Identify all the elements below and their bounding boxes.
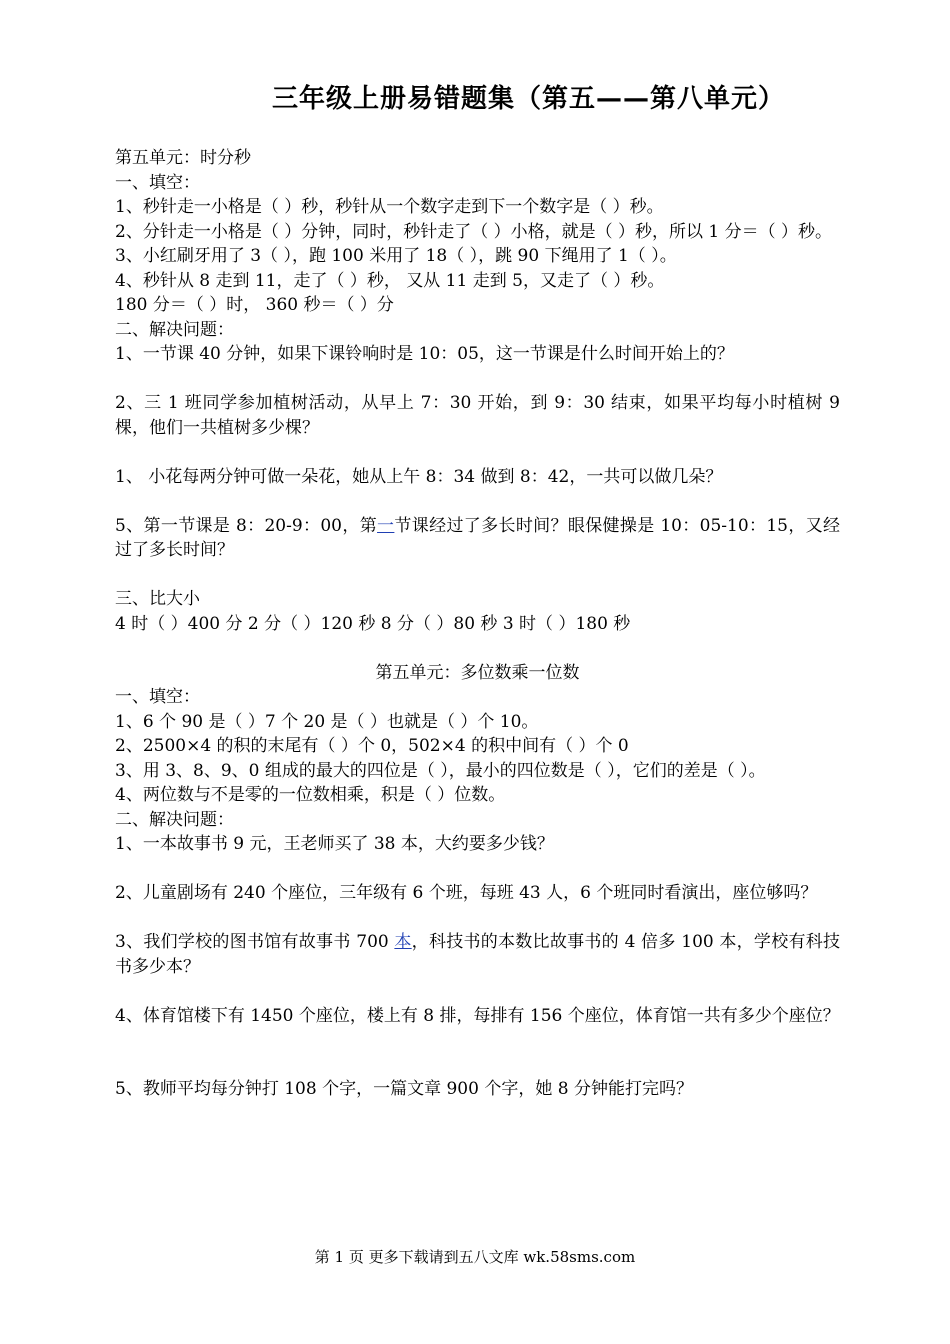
compare-row: 4 时（ ）400 分 2 分（ ）120 秒 8 分（ ）80 秒 3 时（ ）180 秒 <box>115 613 631 634</box>
question-text: 1、秒针走一小格是（ ）秒，秒针从一个数字走到下一个数字是（ ）秒。 <box>115 197 664 217</box>
problem-text: 1、 小花每两分钟可做一朵花，她从上午 8：34 做到 8：42，一共可以做几朵？ <box>115 466 723 487</box>
question-text: 1、6 个 90 是（ ）7 个 20 是（ ）也就是（ ）个 10。 <box>115 711 539 732</box>
subsection-label: 二、解决问题： <box>115 319 234 340</box>
question-text: 2、分针走一小格是（ ）分钟，同时，秒针走了（ ）小格，就是（ ）秒，所以 1 分＝（ ）秒。 <box>115 221 833 242</box>
problem-text-part: 节课经过了多长时间？眼保健操是 10：05-10：15，又经过了多长时间？ <box>115 515 841 560</box>
question-text: 3、用 3、8、9、0 组成的最大的四位是（ ），最小的四位数是（ ），它们的差是（ ）。 <box>115 760 766 781</box>
problem-text: 1、一本故事书 9 元，王老师买了 38 本，大约要多少钱？ <box>115 834 554 854</box>
problem-text: 2、三 1 班同学参加植树活动，从早上 7：30 开始，到 9：30 结束，如果平均每小时植树 9 棵，他们一共植树多少棵？ <box>115 393 840 438</box>
question-text: 4、两位数与不是零的一位数相乘，积是（ ）位数。 <box>115 785 506 805</box>
inline-link[interactable]: 本 <box>394 932 412 952</box>
problem-text <box>115 930 840 979</box>
inline-link[interactable]: 一 <box>377 515 395 536</box>
question-text: 3、小红刷牙用了 3（ ），跑 100 米用了 18（ ），跳 90 下绳用了 1（ ）。 <box>115 246 677 266</box>
page-footer: 第 1 页 更多下载请到五八文库 wk.58sms.com <box>314 1248 636 1266</box>
document-body <box>115 146 840 1102</box>
section-heading: 第五单元：时分秒 <box>115 148 251 168</box>
problem-text: 4、体育馆楼下有 1450 个座位，楼上有 8 排，每排有 156 个座位，体育馆一共有多少个座位？ <box>115 1005 840 1026</box>
question-text: 2、2500×4 的积的末尾有（ ）个 0，502×4 的积中间有（ ）个 0 <box>115 736 629 756</box>
problem-text: 2、儿童剧场有 240 个座位，三年级有 6 个班，每班 43 人，6 个班同时看演出，座位够吗？ <box>115 883 818 903</box>
subsection-label: 一、填空： <box>115 687 200 707</box>
section-heading: 第五单元：多位数乘一位数 <box>375 662 580 683</box>
problem-text-part: ，科技书的本数比故事书的 4 倍多 100 本，学校有科技书多少本？ <box>115 932 841 977</box>
subsection-label: 三、比大小 <box>115 589 200 609</box>
problem-text-part: 5、第一节课是 8：20-9：00，第 <box>115 515 378 536</box>
question-text: 4、秒针从 8 走到 11，走了（ ）秒， 又从 11 走到 5，又走了（ ）秒。 <box>115 270 665 291</box>
problem-text: 5、教师平均每分钟打 108 个字，一篇文章 900 个字，她 8 分钟能打完吗？ <box>115 1079 693 1099</box>
question-text: 180 分＝（ ）时， 360 秒＝（ ）分 <box>115 295 394 315</box>
problem-text: 1、一节课 40 分钟，如果下课铃响时是 10：05，这一节课是什么时间开始上的？ <box>115 344 734 364</box>
problem-text-part: 3、我们学校的图书馆有故事书 700 <box>115 932 395 952</box>
subsection-label: 二、解决问题： <box>115 809 234 830</box>
subsection-label: 一、填空： <box>115 172 200 193</box>
problem-text <box>115 514 840 563</box>
page-title: 三年级上册易错题集（第五——第八单元） <box>272 84 786 114</box>
